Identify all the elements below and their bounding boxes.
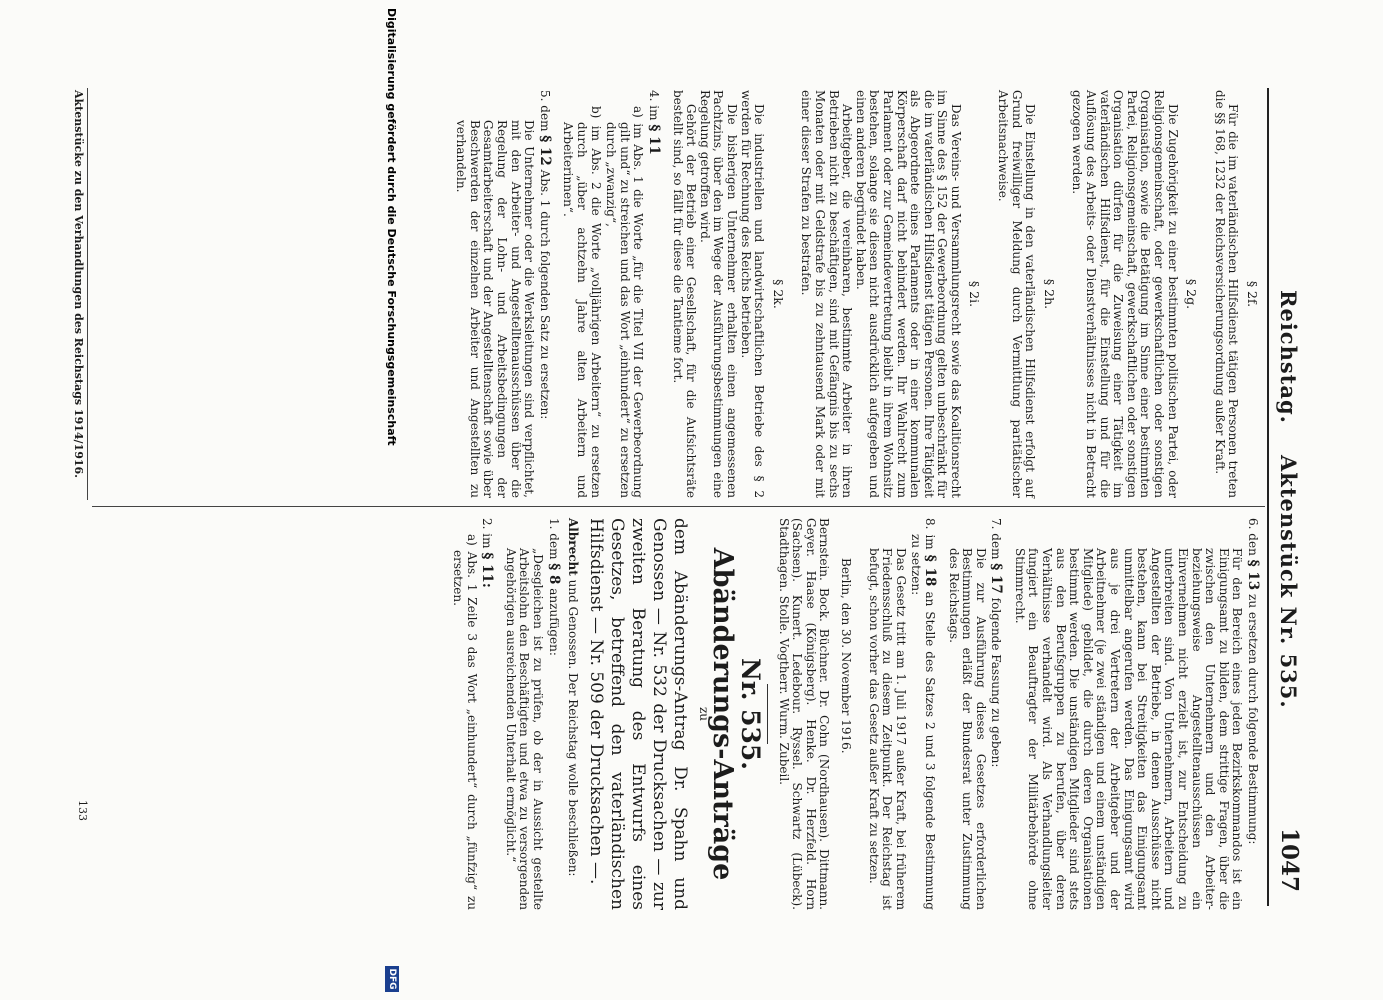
section-heading-2h: § 2h. — [1041, 278, 1057, 310]
document-number: Nr. 535. — [736, 657, 765, 771]
running-header-center: Aktenstück Nr. 535. — [1276, 455, 1301, 709]
item-text: an Stelle des Satzes 2 und 3 folgende Bestimmung zu setzen: — [909, 534, 937, 910]
item-number: 6. — [1246, 518, 1260, 530]
section-text-2k-2: Die bisherigen Unternehmer erhalten einen angemessenen Pachtzins, über den im Wege der Ausführungsbestimmungen eine Regelung getroffen wird. — [697, 90, 739, 498]
item-number: 8. — [922, 518, 937, 530]
item-number: 5. — [537, 90, 552, 102]
section-text-2i-1: Das Vereins- und Versammlungsrecht sowie das Koalitionsrecht im Sinne des § 152 der Gewerbeordnung gelten unbeschränkt für die im vaterländischen Hilfsdienst tätigen Personen. Ihre Tätigkeit als Abgeordnete eines Parlaments oder in einer kommunalen Körperschaft darf nicht behindert werden. Ihr Wahlrecht zum Parlament oder zur Gemeindevertretung bleibt in ihrem Wohnsitz bestehen, solange sie diesen nicht ausdrücklich aufgegeben und einen anderen begründet haben. — [853, 90, 963, 498]
section-text-2h: Die Einstellung in den vaterländischen Hilfsdienst erfolgt auf Grund freiwilliger Meldung durch Vermittlung paritätischer Arbeitsnachweise. — [996, 90, 1038, 498]
motion-text: und Genossen. Der Reichstag wolle beschließen: — [566, 579, 581, 877]
amendment-item-4a: a) im Abs. 1 die Worte „für die Titel VII der Gewerbeordnung gilt und“ zu streichen und das Wort „einhundert“ zu ersetzen durch „zwanzig“, — [604, 106, 646, 498]
paragraph-reference: § 8 — [545, 563, 562, 585]
paragraph-reference: § 18 — [921, 554, 938, 587]
paragraph-reference: § 12 — [536, 135, 553, 166]
motion-item-2a: a) Abs. 1 Zeile 3 das Wort „einhundert“ durch „fünfzig“ zu ersetzen. — [451, 534, 479, 910]
signatories: Bernstein. Bock. Büchner. Dr. Cohn (Nordhausen). Dittmann. Geyer. Haase (Königsberg). Henke. Dr. Herzfeld. Horn (Sachsen). Kunert. Ledebour. Ryssel. Schwartz (Lübeck). Stadthagen. Stolle. Vogtherr. Wurm. Zubeil. — [776, 518, 832, 910]
running-header-left: Reichstag. — [1276, 290, 1301, 424]
amendment-item-7 — [989, 518, 1003, 910]
item-prefix: dem — [989, 533, 1004, 560]
paragraph-reference: § 13 — [1245, 559, 1261, 591]
amendment-quote-8: Das Gesetz tritt am 1. Juli 1917 außer Kraft, bei früherem Friedensschluß zu diesem Zeitpunkt. Der Reichstag ist befugt, schon vorher das Gesetz außer Kraft zu setzen. — [866, 548, 908, 910]
amendment-quote-7: Die zur Ausführung dieses Gesetzes erforderlichen Bestimmungen erläßt der Bundesrat unter Zustimmung des Reichstags. — [946, 548, 988, 910]
item-prefix: im — [647, 105, 662, 121]
amendment-quote-6: Für den Bereich eines jeden Bezirkskommandos ist ein Einigungsamt zu bilden, dem strittige Fragen, über die zwischen den Unternehmern und den Arbeiter- beziehungsweise Angestelltenausschüssen ein Einvernehmen nicht erzielt ist, zur Entscheidung zu unterbreiten sind. Von Unternehmern, Arbeitern und Angestellten der Betriebe, in denen Ausschüsse nicht bestehen, kann bei Streitigkeiten das Einigungsamt unmittelbar angerufen werden. Das Einigungsamt wird aus je drei Vertretern der Arbeitgeber und der Arbeitnehmer (je zwei ständigen und einem unständigen Mitgliede) gebildet, die durch deren Organisationen bestimmt werden. Die unständigen Mitglieder sind stets aus den Berufsgruppen zu berufen, über deren Verhältnisse verhandelt wird. Als Verhandlungsleiter fungiert ein Beauftragter der Militärbehörde ohne Stimmrecht. — [1012, 548, 1245, 910]
motion-item-1 — [546, 518, 560, 910]
item-text: Abs. 1 durch folgenden Satz zu ersetzen: — [537, 169, 552, 420]
motion-intro — [566, 518, 580, 910]
amendment-quote-5: Die Unternehmer oder die Werksleitungen sind verpflichtet, mit den Arbeiter- und Angestelltenausschüssen über die Regelung der Lohn- und Arbeitsbedingungen der Gesamtarbeiterschaft und der Angestelltenschaft sowie über Beschwerden der einzelnen Arbeiter und Angestellten zu verhandeln. — [454, 120, 537, 498]
footer-rule — [87, 88, 88, 500]
section-text-2i-2: Arbeitgeber, die vereinbaren, bestimmte Arbeiter in ihren Betrieben nicht zu beschäftigen, sind mit Gefängnis bis zu sechs Monaten oder mit Geldstrafe bis zu zehntausend Mark oder mit einer dieser Strafen zu bestrafen. — [799, 90, 855, 498]
document-kind-heading: Abänderungs-Anträge — [707, 547, 739, 881]
amendment-item-4b: b) im Abs. 2 die Worte „volljährigen Arbeitern“ zu ersetzen durch „über achtzehn Jahre alten Arbeitern und Arbeiterinnen“. — [561, 106, 603, 498]
separator-rule — [767, 684, 768, 744]
paragraph-reference: § 11 — [646, 124, 663, 155]
item-prefix: dem — [537, 105, 552, 132]
item-prefix: den — [1246, 533, 1260, 556]
section-text-2g: Die Zugehörigkeit zu einer bestimmten politischen Partei, oder Religionsgemeinschaft, oder gewerkschaftlichen oder sonstigen Organisation, sowie die Betätigung im Sinne einer bestimmten Partei, Religionsgemeinschaft, gewerkschaftlichen oder sonstigen Organisation dürfen für die Zuweisung einer Tätigkeit im vaterländischen Hilfsdienst, für die Einstellung und für die Auflösung des Arbeits- oder Dienstverhältnisses nicht in Betracht gezogen werden. — [1070, 90, 1180, 498]
item-prefix: im — [480, 533, 495, 549]
document-title: dem Abänderungs-Antrag Dr. Spahn und Genossen — Nr. 532 der Drucksachen — zur zweiten Beratung des Entwurfs eines Gesetzes, betreffend den vaterländischen Hilfsdienst — Nr. 509 der Drucksachen —. — [586, 518, 691, 910]
paragraph-reference: § 11: — [479, 552, 496, 588]
amendment-item-6 — [1245, 518, 1259, 910]
page-number: 1047 — [1276, 827, 1303, 892]
item-prefix: im — [922, 534, 937, 550]
dfg-logo: DFG — [385, 966, 399, 992]
right-column — [450, 518, 1259, 910]
section-heading-2f: § 2f. — [1245, 280, 1260, 308]
amendment-item-4 — [646, 90, 663, 498]
item-text: folgende Fassung zu geben: — [989, 597, 1004, 768]
amendment-item-8 — [909, 518, 936, 910]
motion-item-2 — [480, 518, 494, 910]
document-zu: zu — [696, 706, 711, 722]
header-rule — [1267, 88, 1269, 906]
paragraph-reference: § 17 — [988, 563, 1005, 594]
section-heading-2g: § 2g. — [1184, 278, 1200, 310]
footer-collection-title: Aktenstücke zu den Verhandlungen des Reichstags 1914/1916. — [72, 90, 85, 478]
amendment-item-5 — [537, 90, 551, 498]
digitization-note-text: Digitalisierung gefördert durch die Deutsche Forschungsgemeinschaft — [385, 8, 398, 446]
item-prefix: dem — [546, 533, 561, 560]
item-number: 2. — [480, 518, 495, 530]
section-heading-2i: § 2i. — [967, 280, 983, 308]
section-text-2f: Für die im vaterländischen Hilfsdienst tätigen Personen treten die §§ 168, 1232 der Reichsversicherungsordnung außer Kraft. — [1212, 90, 1241, 498]
left-column — [454, 90, 1259, 498]
motion-quote-1: „Desgleichen ist zu prüfen, ob der in Aussicht gestellte Arbeitslohn den Beschäftigten und etwa zu versorgenden Angehörigen ausreichenden Unterhalt ermöglicht.“ — [503, 548, 546, 910]
item-number: 1. — [546, 518, 561, 530]
item-text: anzufügen: — [546, 588, 561, 656]
motion-sponsor: Albrecht — [566, 518, 581, 576]
item-number: 4. — [647, 90, 662, 102]
footer-sheet-number: 133 — [76, 800, 89, 821]
section-text-2k-1: Die industriellen und landwirtschaftlichen Betriebe des § 2 werden für Rechnung des Reichs betrieben. — [738, 90, 767, 498]
place-and-date: Berlin, den 30. November 1916. — [838, 558, 853, 754]
item-number: 7. — [989, 518, 1004, 530]
section-heading-2k: § 2k. — [770, 279, 786, 309]
section-text-2k-3: Gehört der Betrieb einer Gesellschaft, für die Aufsichtsräte bestellt sind, so fällt für diese die Tantieme fort. — [670, 90, 699, 498]
column-divider — [92, 506, 1265, 507]
item-text: zu ersetzen durch folgende Bestimmung: — [1246, 594, 1260, 845]
